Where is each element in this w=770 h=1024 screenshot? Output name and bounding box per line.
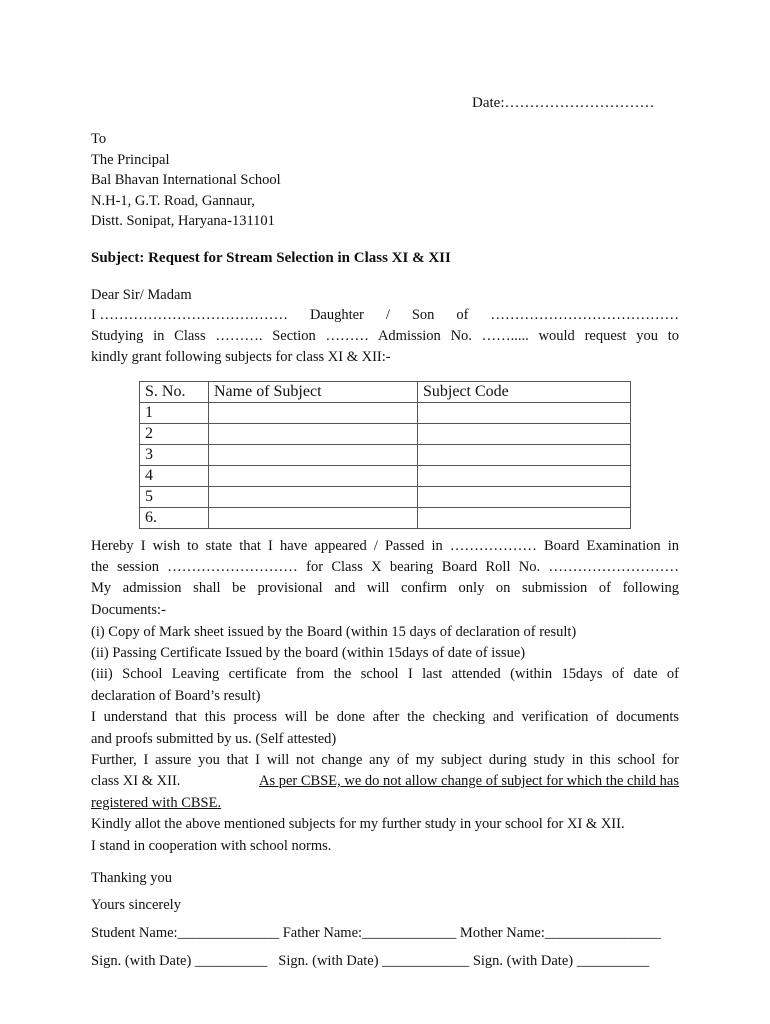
subject-code-cell[interactable] [418, 403, 631, 424]
thanking-line: Thanking you [91, 870, 172, 886]
address-line-2: Bal Bhavan International School [91, 172, 281, 188]
subject-name-cell[interactable] [209, 424, 418, 445]
of-label: of [456, 307, 469, 323]
row-number: 2 [140, 424, 209, 445]
names-row [91, 925, 661, 942]
student-name-field[interactable]: Student Name:______________ [91, 925, 280, 941]
subject-name-cell[interactable] [209, 487, 418, 508]
subject-code-cell[interactable] [418, 508, 631, 529]
subject-code-cell[interactable] [418, 487, 631, 508]
body-line-9: I understand that this process will be done after the checking and verification of documents [91, 709, 679, 725]
student-sign-field[interactable]: Sign. (with Date) __________ [91, 953, 268, 969]
body-line-14: Kindly allot the above mentioned subjects for my further study in your school for XI & XII. [91, 816, 625, 832]
subject-name-cell[interactable] [209, 403, 418, 424]
recipient-address [91, 129, 281, 232]
table-row [140, 403, 631, 424]
table-row [140, 508, 631, 529]
father-sign-field[interactable]: Sign. (with Date) ____________ [278, 953, 470, 969]
header-subject-code: Subject Code [418, 382, 631, 403]
signatures-row [91, 953, 649, 970]
table-row [140, 466, 631, 487]
row-number: 6. [140, 508, 209, 529]
subject-line: Subject: Request for Stream Selection in Class XI & XII [91, 250, 451, 266]
subject-name-cell[interactable] [209, 445, 418, 466]
intro-line-1 [91, 307, 679, 324]
parent-blank: ………………………………… [490, 307, 679, 323]
subject-code-cell[interactable] [418, 424, 631, 445]
subject-code-cell[interactable] [418, 445, 631, 466]
subjects-table [139, 381, 631, 529]
table-row [140, 487, 631, 508]
row-number: 4 [140, 466, 209, 487]
table-header-row [140, 382, 631, 403]
address-line-4: Distt. Sonipat, Haryana-131101 [91, 213, 275, 229]
slash: / [385, 307, 390, 323]
row-number: 3 [140, 445, 209, 466]
address-line-1: The Principal [91, 151, 170, 168]
mother-name-field[interactable]: Mother Name:________________ [459, 925, 661, 941]
body-line-11: Further, I assure you that I will not change any of my subject during study in this school for [91, 752, 679, 768]
date-label: Date:………………………… [472, 95, 655, 111]
table-row [140, 424, 631, 445]
mother-sign-field[interactable]: Sign. (with Date) __________ [472, 953, 650, 969]
table-row [140, 445, 631, 466]
body-line-10: and proofs submitted by us. (Self attested) [91, 731, 337, 747]
class-text: class XI & XII. [91, 773, 181, 789]
subject-code-cell[interactable] [418, 466, 631, 487]
header-sno: S. No. [140, 382, 209, 403]
salutation: Dear Sir/ Madam [91, 287, 192, 303]
address-line-3: N.H-1, G.T. Road, Gannaur, [91, 192, 255, 209]
body-line-6: (ii) Passing Certificate Issued by the board (within 15days of date of issue) [91, 645, 526, 661]
yours-sincerely: Yours sincerely [91, 897, 181, 913]
cbse-policy-note: As per CBSE, we do not allow change of subject for which the child has [258, 773, 679, 789]
subject-name-cell[interactable] [209, 508, 418, 529]
subject-name-cell[interactable] [209, 466, 418, 487]
row-number: 5 [140, 487, 209, 508]
body-line-8: declaration of Board’s result) [91, 688, 261, 704]
son-label: Son [411, 307, 435, 323]
body-line-5: (i) Copy of Mark sheet issued by the Board (within 15 days of declaration of result) [91, 624, 577, 640]
body-line-3: My admission shall be provisional and will confirm only on submission of following [91, 580, 679, 596]
body-line-4: Documents:- [91, 602, 166, 618]
father-name-field[interactable]: Father Name:_____________ [282, 925, 457, 941]
row-number: 1 [140, 403, 209, 424]
body-line-2: the session ……………………… for Class X bearing Board Roll No. ……………………… [91, 559, 679, 575]
body-line-7: (iii) School Leaving certificate from the school I last attended (within 15days of date of [91, 666, 679, 682]
body-line-1: Hereby I wish to state that I have appeared / Passed in ……………… Board Examination in [91, 538, 679, 554]
address-to: To [91, 131, 107, 147]
body-line-15: I stand in cooperation with school norms. [91, 838, 332, 854]
intro-line-3: kindly grant following subjects for class XI & XII:- [91, 349, 391, 365]
intro-line-2: Studying in Class ………. Section ……… Admission No. ……..... would request you to [91, 328, 679, 344]
body-line-13: registered with CBSE. [91, 795, 222, 811]
name-blank: I ………………………………… [91, 307, 288, 323]
body-line-12 [91, 773, 679, 790]
header-subject-name: Name of Subject [209, 382, 418, 403]
daughter-label: Daughter [309, 307, 364, 323]
